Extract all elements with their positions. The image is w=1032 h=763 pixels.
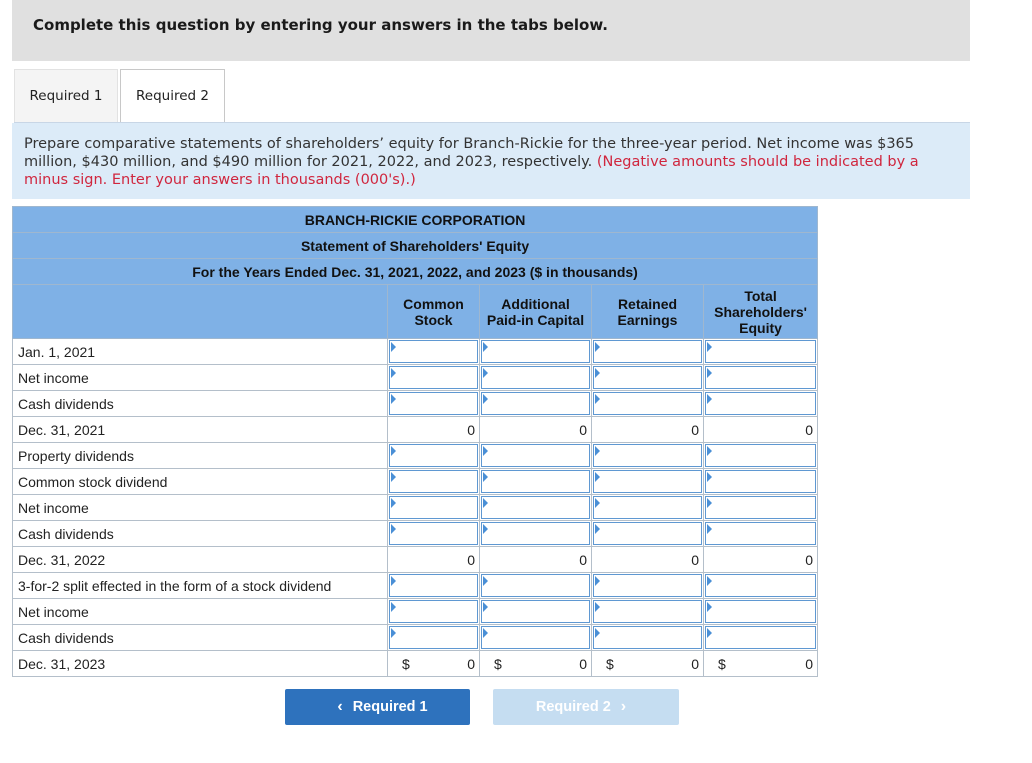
retained-earnings-input[interactable] — [592, 391, 704, 417]
input-marker-icon — [391, 368, 396, 378]
apic-header: Additional Paid-in Capital — [480, 285, 592, 339]
computed-value: 0 — [579, 422, 587, 438]
total-equity-input[interactable] — [704, 339, 818, 365]
input-box[interactable] — [389, 574, 478, 597]
next-button-label: Required 2 — [535, 699, 611, 715]
common-stock-value — [388, 547, 480, 573]
statement-title: Statement of Shareholders' Equity — [13, 233, 818, 259]
input-marker-icon — [707, 628, 712, 638]
apic-input[interactable] — [480, 365, 592, 391]
instruction-banner — [12, 0, 970, 61]
input-marker-icon — [595, 498, 600, 508]
statement-period: For the Years Ended Dec. 31, 2021, 2022, and 2023 ($ in thousands) — [13, 259, 818, 285]
input-box[interactable] — [481, 392, 590, 415]
input-marker-icon — [707, 498, 712, 508]
input-marker-icon — [391, 472, 396, 482]
computed-value: 0 — [467, 422, 475, 438]
apic-value — [480, 547, 592, 573]
retained-earnings-input[interactable] — [592, 443, 704, 469]
input-box[interactable] — [593, 470, 702, 493]
input-box[interactable] — [389, 366, 478, 389]
input-marker-icon — [595, 394, 600, 404]
row-label: Net income — [13, 495, 388, 521]
row-label: Property dividends — [13, 443, 388, 469]
input-marker-icon — [707, 342, 712, 352]
tab-required-1[interactable]: Required 1 — [14, 69, 118, 122]
common-stock-input[interactable] — [388, 521, 480, 547]
row-label: Common stock dividend — [13, 469, 388, 495]
input-box[interactable] — [593, 600, 702, 623]
input-marker-icon — [595, 446, 600, 456]
apic-input[interactable] — [480, 443, 592, 469]
input-marker-icon — [391, 446, 396, 456]
input-marker-icon — [483, 446, 488, 456]
computed-value: 0 — [691, 552, 699, 568]
retained-earnings-input[interactable] — [592, 469, 704, 495]
banner-text: Complete this question by entering your answers in the tabs below. — [33, 16, 608, 34]
row-label: Net income — [13, 365, 388, 391]
input-marker-icon — [391, 394, 396, 404]
table-row — [13, 625, 818, 651]
common-stock-input[interactable] — [388, 391, 480, 417]
instructions-note: (Negative amounts should be indicated by a minus sign. Enter your answers in thousands (000's).) — [24, 154, 919, 188]
input-box[interactable] — [593, 574, 702, 597]
common-stock-value — [388, 417, 480, 443]
common-stock-input[interactable] — [388, 599, 480, 625]
total-equity-input[interactable] — [704, 443, 818, 469]
apic-input[interactable] — [480, 495, 592, 521]
apic-value — [480, 417, 592, 443]
chevron-right-icon: › — [620, 698, 627, 715]
computed-value: 0 — [805, 552, 814, 568]
computed-value: 0 — [691, 422, 699, 438]
input-marker-icon — [595, 472, 600, 482]
input-box[interactable] — [705, 600, 816, 623]
currency-symbol: $ — [494, 656, 502, 672]
input-marker-icon — [483, 394, 488, 404]
retained-earnings-input[interactable] — [592, 625, 704, 651]
input-box[interactable] — [389, 392, 478, 415]
input-box[interactable] — [705, 574, 816, 597]
input-box[interactable] — [705, 626, 816, 649]
input-box[interactable] — [389, 522, 478, 545]
input-marker-icon — [595, 576, 600, 586]
table-row — [13, 495, 818, 521]
total-equity-input[interactable] — [704, 625, 818, 651]
common-stock-header: Common Stock — [388, 285, 480, 339]
table-row — [13, 651, 818, 677]
computed-value: 0 — [579, 552, 587, 568]
total-equity-input[interactable] — [704, 573, 818, 599]
input-box[interactable] — [389, 626, 478, 649]
input-box[interactable] — [481, 574, 590, 597]
input-box[interactable] — [593, 340, 702, 363]
input-marker-icon — [595, 602, 600, 612]
company-name: BRANCH-RICKIE CORPORATION — [13, 207, 818, 233]
currency-symbol: $ — [402, 656, 410, 672]
input-box[interactable] — [705, 470, 816, 493]
row-label: Net income — [13, 599, 388, 625]
table-row — [13, 547, 818, 573]
table-row — [13, 339, 818, 365]
input-box[interactable] — [593, 444, 702, 467]
apic-input[interactable] — [480, 599, 592, 625]
input-marker-icon — [391, 576, 396, 586]
apic-value — [480, 651, 592, 677]
tab-required-2[interactable]: Required 2 — [120, 69, 225, 123]
table-row — [13, 599, 818, 625]
retained-earnings-input[interactable] — [592, 339, 704, 365]
input-marker-icon — [391, 524, 396, 534]
input-box[interactable] — [481, 470, 590, 493]
retained-earnings-input[interactable] — [592, 573, 704, 599]
computed-value: 0 — [467, 552, 475, 568]
input-marker-icon — [483, 524, 488, 534]
total-equity-value — [704, 417, 818, 443]
total-equity-value — [704, 547, 818, 573]
apic-input[interactable] — [480, 573, 592, 599]
apic-input[interactable] — [480, 469, 592, 495]
row-label: Dec. 31, 2021 — [13, 417, 388, 443]
input-marker-icon — [595, 524, 600, 534]
total-equity-input[interactable] — [704, 391, 818, 417]
input-box[interactable] — [705, 444, 816, 467]
input-box[interactable] — [481, 340, 590, 363]
input-marker-icon — [595, 628, 600, 638]
row-label: Cash dividends — [13, 391, 388, 417]
row-label: Dec. 31, 2023 — [13, 651, 388, 677]
prev-required-1-button[interactable] — [285, 689, 470, 725]
retained-earnings-value — [592, 651, 704, 677]
row-label: Dec. 31, 2022 — [13, 547, 388, 573]
input-marker-icon — [483, 628, 488, 638]
instructions-panel — [12, 123, 970, 199]
input-marker-icon — [483, 498, 488, 508]
retained-earnings-value — [592, 547, 704, 573]
table-row — [13, 573, 818, 599]
input-box[interactable] — [481, 522, 590, 545]
input-box[interactable] — [593, 626, 702, 649]
input-box[interactable] — [593, 366, 702, 389]
input-marker-icon — [707, 394, 712, 404]
retained-earnings-header: Retained Earnings — [592, 285, 704, 339]
input-box[interactable] — [481, 496, 590, 519]
computed-value: 0 — [691, 656, 699, 672]
input-box[interactable] — [481, 444, 590, 467]
table-row — [13, 443, 818, 469]
retained-earnings-value — [592, 417, 704, 443]
chevron-left-icon: ‹ — [337, 698, 343, 715]
input-box[interactable] — [705, 496, 816, 519]
row-label: Jan. 1, 2021 — [13, 339, 388, 365]
common-stock-input[interactable] — [388, 573, 480, 599]
next-required-2-button[interactable] — [493, 689, 679, 725]
common-stock-input[interactable] — [388, 443, 480, 469]
input-box[interactable] — [705, 392, 816, 415]
input-box[interactable] — [481, 626, 590, 649]
retained-earnings-input[interactable] — [592, 495, 704, 521]
input-marker-icon — [391, 602, 396, 612]
row-label: Cash dividends — [13, 521, 388, 547]
table-row — [13, 417, 818, 443]
common-stock-input[interactable] — [388, 365, 480, 391]
apic-input[interactable] — [480, 391, 592, 417]
input-box[interactable] — [481, 600, 590, 623]
total-equity-input[interactable] — [704, 495, 818, 521]
computed-value: 0 — [579, 656, 587, 672]
computed-value: 0 — [467, 656, 475, 672]
input-box[interactable] — [705, 522, 816, 545]
table-row — [13, 521, 818, 547]
retained-earnings-input[interactable] — [592, 599, 704, 625]
currency-symbol: $ — [606, 656, 614, 672]
input-box[interactable] — [389, 600, 478, 623]
input-box[interactable] — [389, 444, 478, 467]
input-marker-icon — [483, 576, 488, 586]
input-marker-icon — [595, 368, 600, 378]
common-stock-input[interactable] — [388, 495, 480, 521]
retained-earnings-input[interactable] — [592, 365, 704, 391]
column-header-row — [13, 285, 818, 339]
table-row — [13, 391, 818, 417]
table-row — [13, 365, 818, 391]
total-equity-value — [704, 651, 818, 677]
apic-input[interactable] — [480, 339, 592, 365]
row-label: Cash dividends — [13, 625, 388, 651]
row-label: 3-for-2 split effected in the form of a stock dividend — [13, 573, 388, 599]
input-box[interactable] — [593, 496, 702, 519]
apic-input[interactable] — [480, 521, 592, 547]
input-marker-icon — [595, 342, 600, 352]
equity-statement-table — [12, 206, 818, 677]
input-marker-icon — [391, 628, 396, 638]
input-marker-icon — [707, 368, 712, 378]
input-box[interactable] — [389, 340, 478, 363]
input-box[interactable] — [389, 470, 478, 493]
input-marker-icon — [483, 602, 488, 612]
input-marker-icon — [707, 524, 712, 534]
input-box[interactable] — [481, 366, 590, 389]
input-box[interactable] — [389, 496, 478, 519]
total-equity-input[interactable] — [704, 599, 818, 625]
prev-button-label: Required 1 — [352, 699, 428, 715]
common-stock-input[interactable] — [388, 625, 480, 651]
currency-symbol: $ — [718, 656, 726, 672]
computed-value: 0 — [805, 656, 814, 672]
common-stock-input[interactable] — [388, 339, 480, 365]
input-marker-icon — [483, 472, 488, 482]
input-marker-icon — [707, 602, 712, 612]
table-row — [13, 469, 818, 495]
common-stock-value — [388, 651, 480, 677]
input-marker-icon — [483, 368, 488, 378]
retained-earnings-input[interactable] — [592, 521, 704, 547]
total-equity-header: Total Shareholders' Equity — [704, 285, 818, 339]
common-stock-input[interactable] — [388, 469, 480, 495]
input-marker-icon — [707, 446, 712, 456]
computed-value: 0 — [805, 422, 814, 438]
input-box[interactable] — [593, 522, 702, 545]
label-column-header — [13, 285, 388, 339]
input-box[interactable] — [593, 392, 702, 415]
total-equity-input[interactable] — [704, 469, 818, 495]
instructions-text: Prepare comparative statements of shareholders’ equity for Branch-Rickie for the three-year period. Net income was $365 million, $430 million, and $490 million for 2021, 2022, and 2023, respectively. (Negative amounts should be indicated by a minus sign. Enter your answers in thousands (000's).) — [24, 136, 919, 188]
input-box[interactable] — [705, 366, 816, 389]
input-marker-icon — [391, 342, 396, 352]
total-equity-input[interactable] — [704, 365, 818, 391]
total-equity-input[interactable] — [704, 521, 818, 547]
input-marker-icon — [707, 472, 712, 482]
input-marker-icon — [483, 342, 488, 352]
input-box[interactable] — [705, 340, 816, 363]
input-marker-icon — [707, 576, 712, 586]
apic-input[interactable] — [480, 625, 592, 651]
input-marker-icon — [391, 498, 396, 508]
